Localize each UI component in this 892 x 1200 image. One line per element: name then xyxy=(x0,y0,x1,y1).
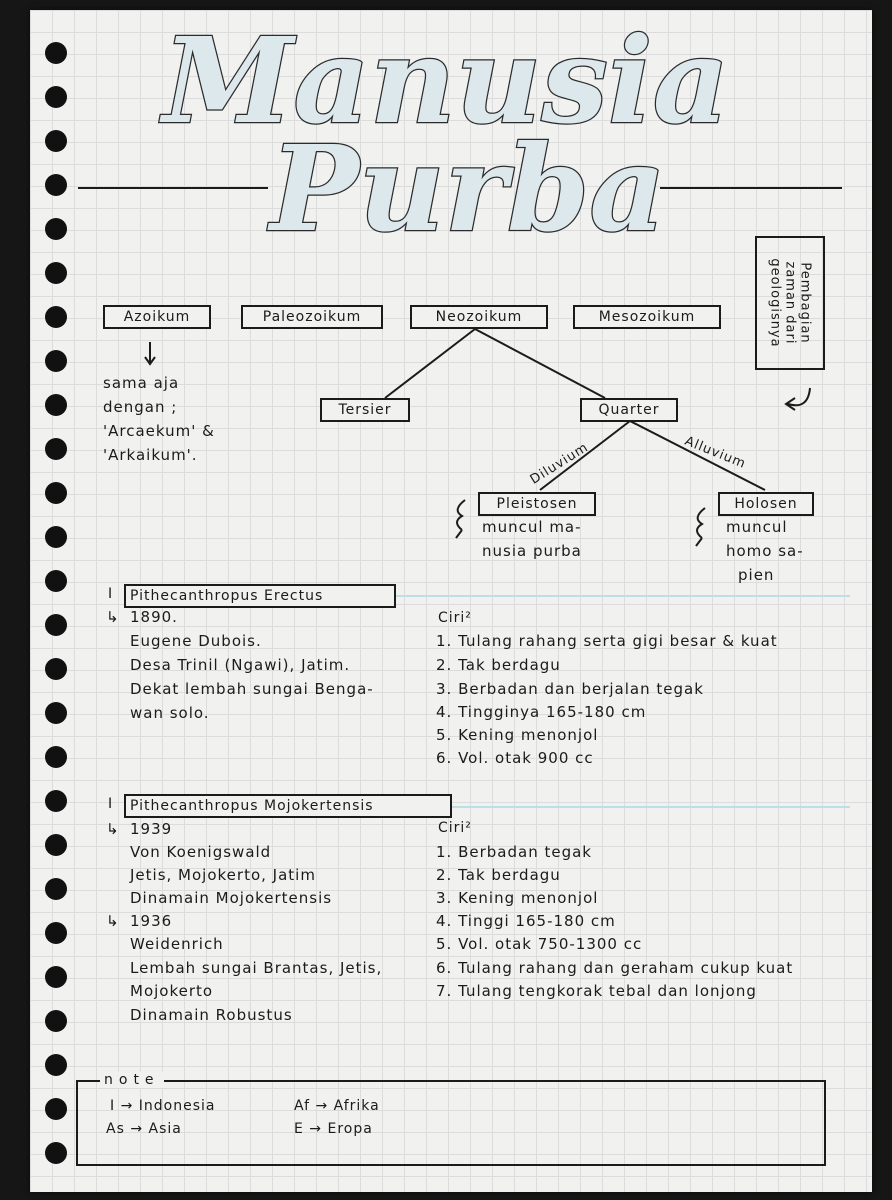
azoikum-note-line: dengan ; xyxy=(103,398,178,416)
side-note-text: Pembagian zaman dari geologisnya xyxy=(767,258,813,348)
note-box xyxy=(76,1080,826,1166)
section1-ciri-item: 3. Berbadan dan berjalan tegak xyxy=(436,680,704,698)
title-line-1: Manusia xyxy=(162,11,730,150)
section2-info: Mojokerto xyxy=(130,982,214,1000)
section1-ciri-item: 4. Tingginya 165-180 cm xyxy=(436,703,647,721)
section2-ciri-item: 2. Tak berdagu xyxy=(436,866,561,884)
era-box-paleozoikum: Paleozoikum xyxy=(241,305,383,329)
section2-ciri-item: 1. Berbadan tegak xyxy=(436,843,592,861)
section2-info: Dinamain Robustus xyxy=(130,1006,293,1024)
branch-label-right: Alluvium xyxy=(682,433,748,472)
holosen-note: pien xyxy=(738,566,775,584)
note-label: note xyxy=(100,1072,164,1088)
holosen-note: muncul xyxy=(726,518,788,536)
binder-hole xyxy=(45,702,67,724)
section2-info: Weidenrich xyxy=(130,935,224,953)
section1-ciri-item: 1. Tulang rahang serta gigi besar & kuat xyxy=(436,632,778,650)
note-item: E → Eropa xyxy=(294,1121,373,1137)
section2-info: 1939 xyxy=(130,820,173,838)
section1-ciri-item: 2. Tak berdagu xyxy=(436,656,561,674)
section2-arrow: ↳ xyxy=(106,820,120,838)
section2-ciri-label: Ciri² xyxy=(438,820,472,836)
section2-info: Dinamain Mojokertensis xyxy=(130,889,333,907)
section2-arrow: ↳ xyxy=(106,912,120,930)
section2-ciri-item: 4. Tinggi 165-180 cm xyxy=(436,912,616,930)
section1-title: Pithecanthropus Erectus xyxy=(124,584,396,608)
section-divider xyxy=(390,595,850,597)
pleistosen-note: muncul ma- xyxy=(482,518,582,536)
section2-number: I xyxy=(108,796,114,812)
note-item: Af → Afrika xyxy=(294,1098,380,1114)
section2-title: Pithecanthropus Mojokertensis xyxy=(124,794,452,818)
era-box-neozoikum: Neozoikum xyxy=(410,305,548,329)
pleistosen-note: nusia purba xyxy=(482,542,582,560)
binder-hole xyxy=(45,1098,67,1120)
section-divider xyxy=(446,806,850,808)
section2-info: Lembah sungai Brantas, Jetis, xyxy=(130,959,383,977)
azoikum-note-line: sama aja xyxy=(103,374,180,392)
section1-number: I xyxy=(108,586,114,602)
binder-hole xyxy=(45,746,67,768)
era-box-azoikum: Azoikum xyxy=(103,305,211,329)
period-box-quarter: Quarter xyxy=(580,398,678,422)
section2-info: Jetis, Mojokerto, Jatim xyxy=(130,866,316,884)
epoch-box-holosen: Holosen xyxy=(718,492,814,516)
section2-ciri-item: 5. Vol. otak 750-1300 cc xyxy=(436,935,643,953)
section1-ciri-item: 6. Vol. otak 900 cc xyxy=(436,749,594,767)
section1-info: Eugene Dubois. xyxy=(130,632,262,650)
binder-hole xyxy=(45,1054,67,1076)
binder-hole xyxy=(45,790,67,812)
section2-ciri-item: 3. Kening menonjol xyxy=(436,889,599,907)
title-line-2: Purba xyxy=(270,119,666,258)
note-item: I → Indonesia xyxy=(110,1098,216,1114)
azoikum-note-line: 'Arcaekum' & xyxy=(103,422,215,440)
binder-hole xyxy=(45,878,67,900)
epoch-box-pleistosen: Pleistosen xyxy=(478,492,596,516)
section2-info: 1936 xyxy=(130,912,173,930)
period-box-tersier: Tersier xyxy=(320,398,410,422)
section1-arrow: ↳ xyxy=(106,608,120,626)
section1-ciri-item: 5. Kening menonjol xyxy=(436,726,599,744)
binder-hole xyxy=(45,922,67,944)
binder-hole xyxy=(45,658,67,680)
note-item: As → Asia xyxy=(106,1121,182,1137)
section2-ciri-item: 6. Tulang rahang dan geraham cukup kuat xyxy=(436,959,794,977)
section1-info: Dekat lembah sungai Benga- xyxy=(130,680,374,698)
section1-info: wan solo. xyxy=(130,704,210,722)
holosen-note: homo sa- xyxy=(726,542,804,560)
era-box-mesozoikum: Mesozoikum xyxy=(573,305,721,329)
section1-info: 1890. xyxy=(130,608,178,626)
azoikum-note-line: 'Arkaikum'. xyxy=(103,446,198,464)
binder-hole xyxy=(45,834,67,856)
binder-hole xyxy=(45,1010,67,1032)
section2-info: Von Koenigswald xyxy=(130,843,272,861)
section2-ciri-item: 7. Tulang tengkorak tebal dan lonjong xyxy=(436,982,757,1000)
section1-info: Desa Trinil (Ngawi), Jatim. xyxy=(130,656,351,674)
section1-ciri-label: Ciri² xyxy=(438,610,472,626)
binder-hole xyxy=(45,966,67,988)
binder-hole xyxy=(45,1142,67,1164)
branch-label-left: Diluvium xyxy=(527,440,592,488)
